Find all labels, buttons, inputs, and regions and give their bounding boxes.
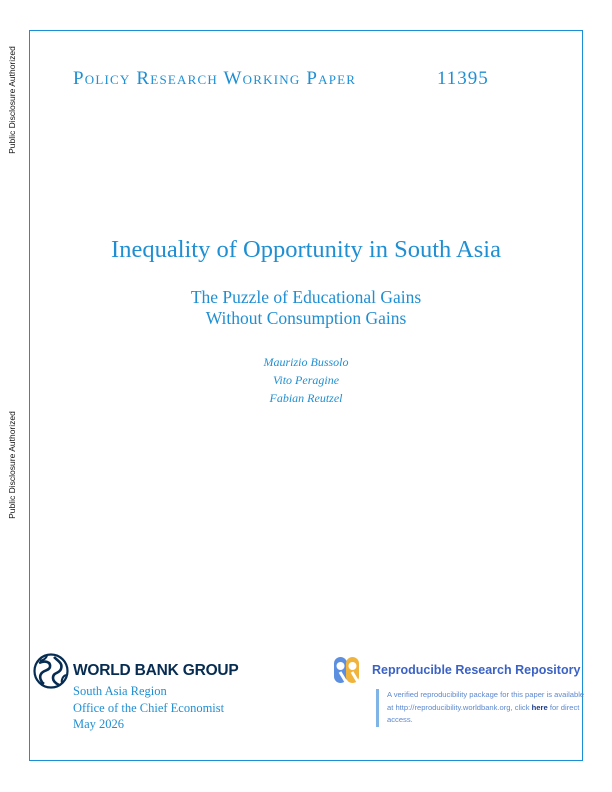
- subtitle-line-2: Without Consumption Gains: [205, 308, 407, 328]
- publisher-details: [73, 683, 224, 733]
- disclosure-label-top: [0, 30, 24, 170]
- repository-link[interactable]: here: [531, 702, 548, 712]
- rr-logo-icon: [332, 654, 368, 686]
- author-name: Fabian Reutzel: [269, 391, 343, 405]
- paper-number: 11395: [437, 68, 489, 89]
- office-label: Office of the Chief Economist: [73, 700, 225, 715]
- repository-badge: [332, 654, 580, 686]
- author-name: Vito Peragine: [272, 373, 340, 387]
- publisher-name: WORLD BANK GROUP: [73, 662, 239, 679]
- disclosure-text-top: Public Disclosure Authorized: [7, 46, 18, 154]
- author-name: Maurizio Bussolo: [263, 355, 349, 369]
- repository-note-text: A verified reproducibility package for this paper is available at http://reproducibility.worldbank.org, click: [387, 690, 585, 712]
- disclosure-label-bottom: [0, 395, 24, 535]
- paper-title: Inequality of Opportunity in South Asia: [111, 236, 501, 263]
- subtitle-line-1: The Puzzle of Educational Gains: [190, 287, 422, 307]
- repository-name: Reproducible Research Repository: [372, 663, 581, 677]
- globe-icon: [33, 653, 69, 689]
- repository-note: [376, 689, 587, 727]
- series-title: Policy Research Working Paper: [73, 68, 357, 89]
- repository-note-end: for direct access.: [387, 702, 580, 724]
- publication-date: May 2026: [73, 717, 125, 731]
- paper-subtitle: [0, 287, 612, 329]
- author-list: [0, 353, 612, 407]
- disclosure-text-bottom: Public Disclosure Authorized: [7, 411, 18, 519]
- region-label: South Asia Region: [73, 684, 167, 698]
